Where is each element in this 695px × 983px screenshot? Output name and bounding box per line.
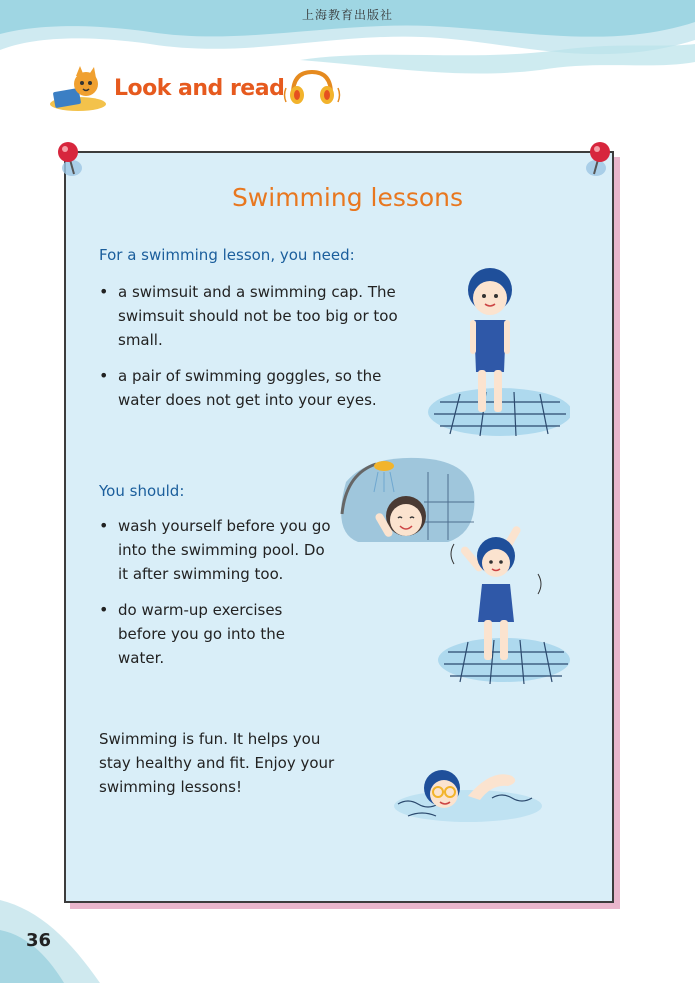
boy-swimming-illustration (388, 752, 548, 828)
footer-wave-decoration (0, 880, 695, 983)
list-item: • a swimsuit and a swimming cap. The swimsuit should not be too big or too small. (99, 280, 419, 352)
push-pin-icon (584, 140, 614, 186)
list-item: • do warm-up exercises before you go into the water. (99, 598, 334, 670)
push-pin-icon (54, 140, 84, 186)
list-item: • a pair of swimming goggles, so the water does not get into your eyes. (99, 364, 419, 412)
girl-in-swimsuit-illustration (410, 262, 570, 442)
list-item: • wash yourself before you go into the swimming pool. Do it after swimming too. (99, 514, 334, 586)
should-heading: You should: (99, 482, 185, 500)
girl-warming-up-illustration (424, 514, 572, 686)
headphones-audio-icon[interactable] (283, 68, 341, 108)
publisher-name: 上海教育出版社 (301, 8, 393, 22)
need-heading: For a swimming lesson, you need: (99, 246, 355, 264)
should-list (99, 514, 334, 682)
lesson-title: Swimming lessons (231, 183, 464, 212)
closing-paragraph: Swimming is fun. It helps you stay healthy and fit. Enjoy your swimming lessons! (99, 730, 335, 796)
reading-cat-icon (42, 64, 114, 114)
page-number: 36 (26, 930, 52, 951)
need-list (99, 280, 419, 424)
section-title: Look and read (114, 76, 285, 101)
